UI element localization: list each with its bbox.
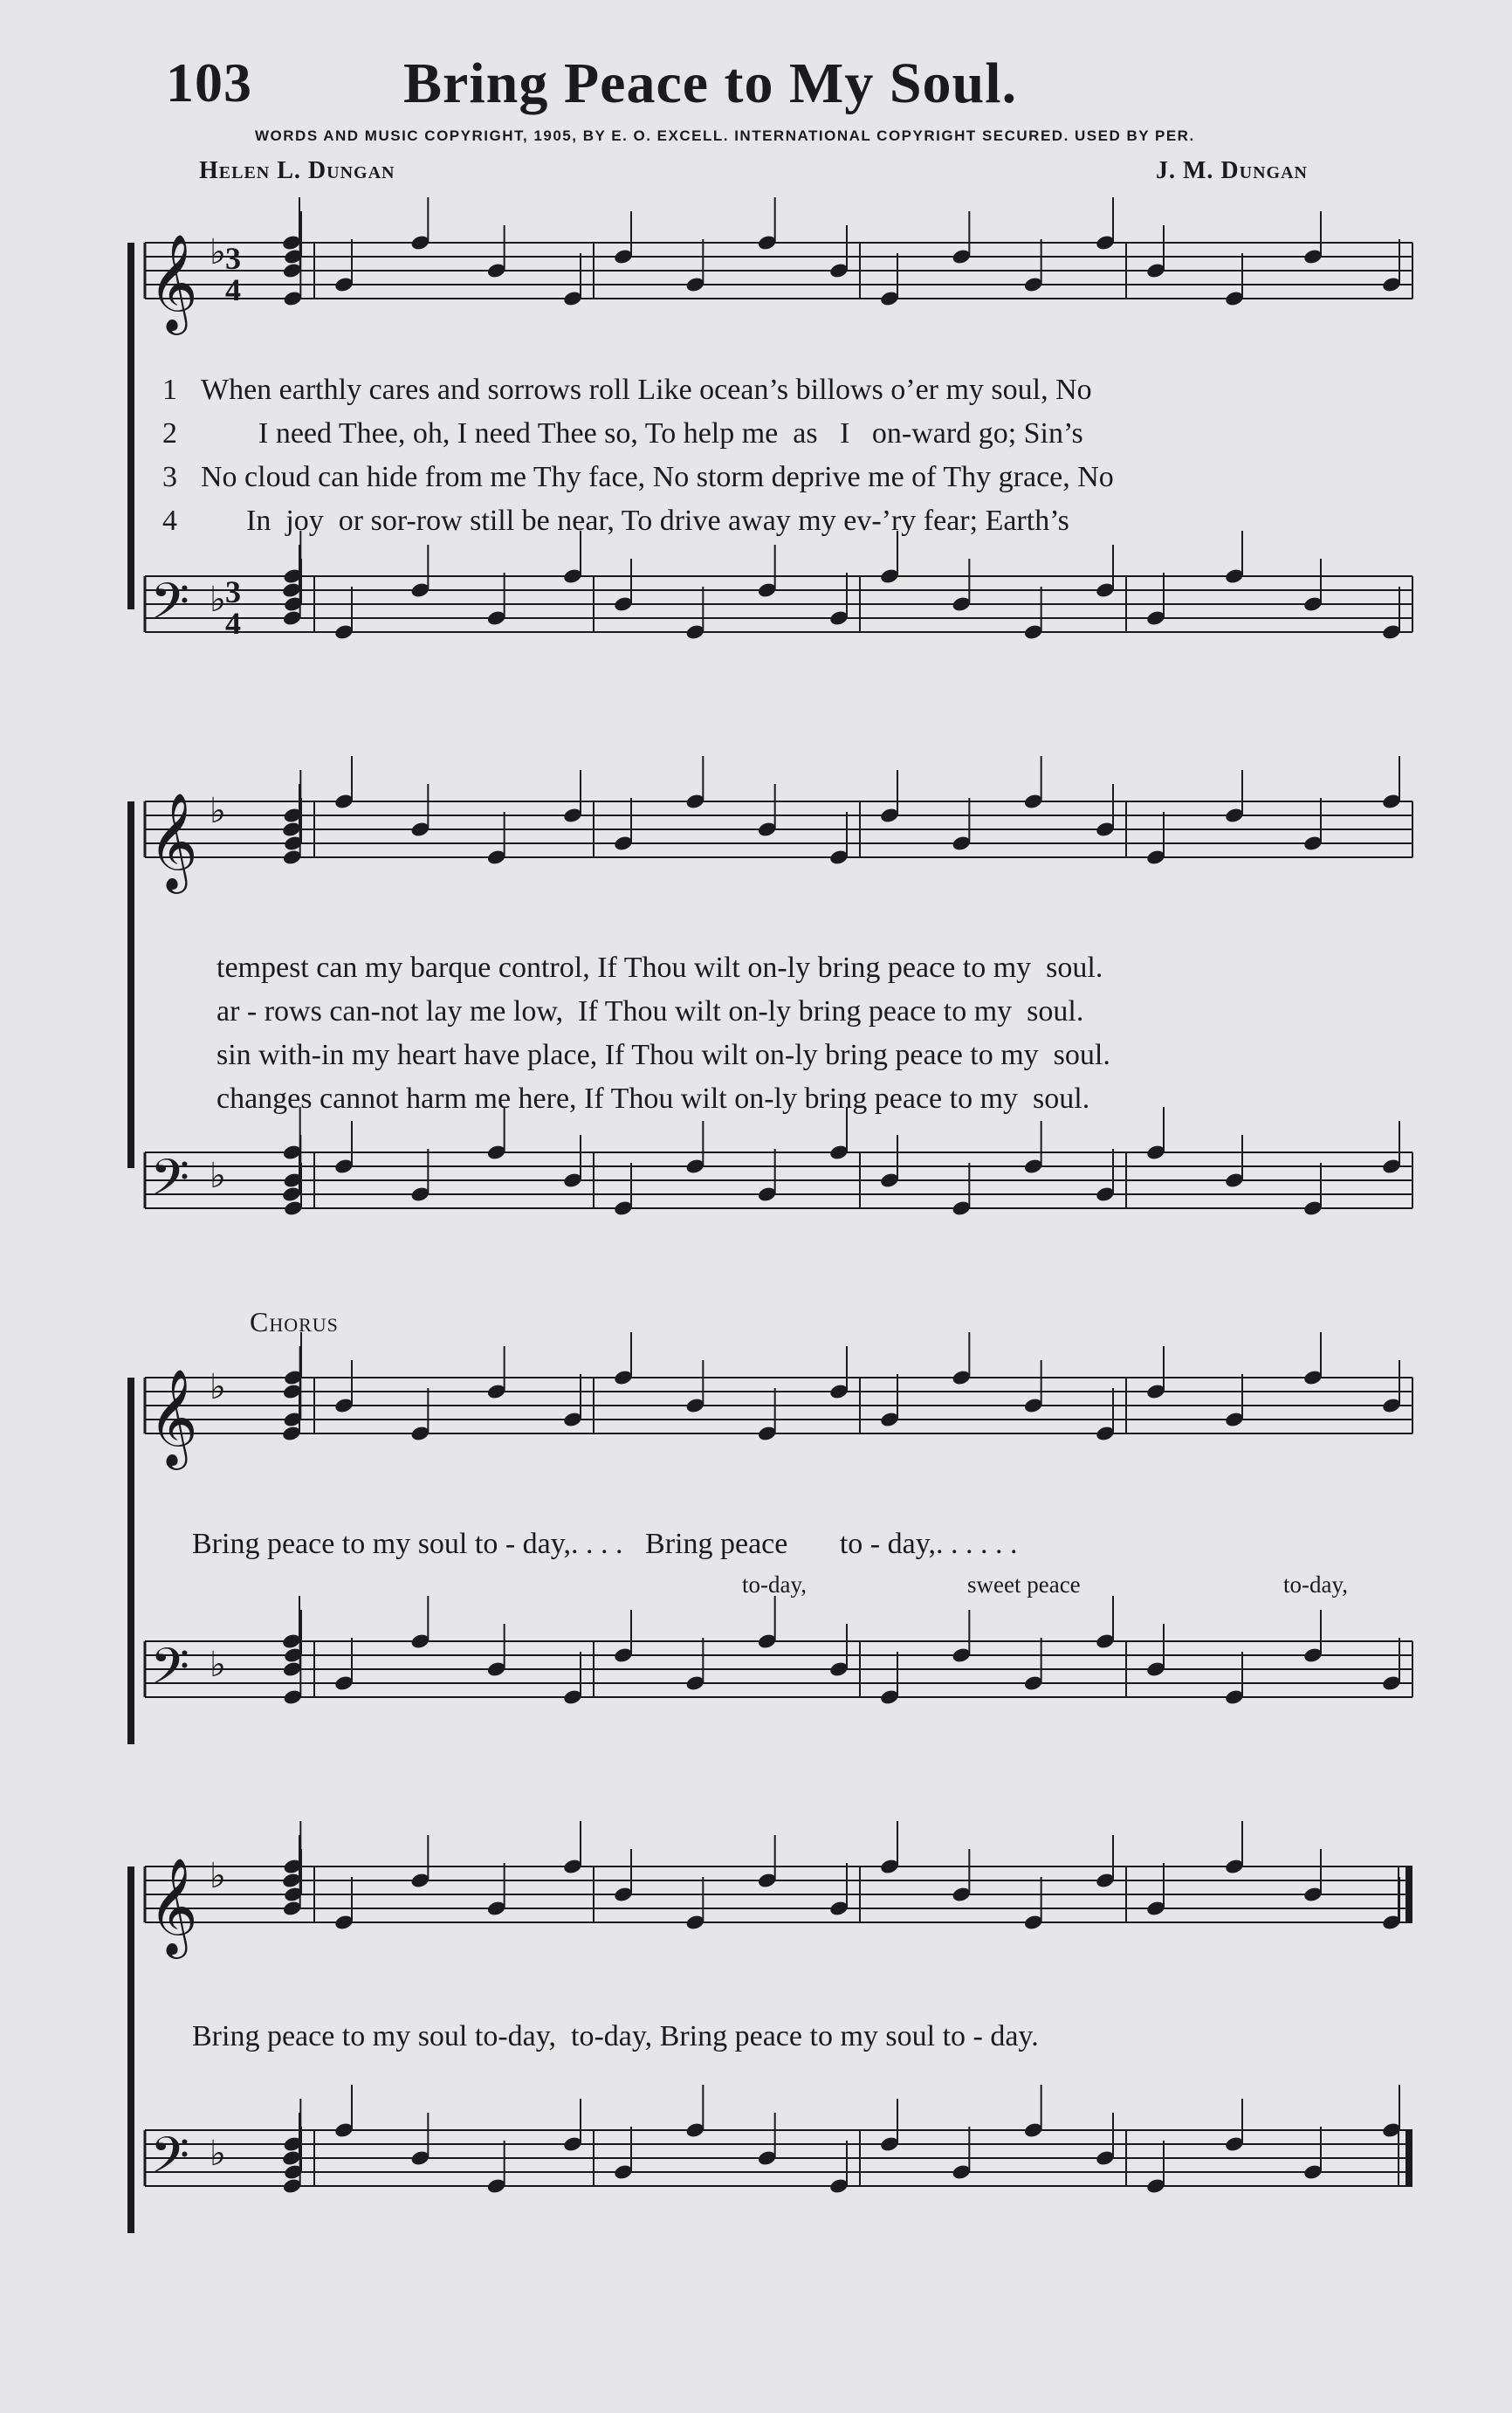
system-2-bass-staff	[0, 1135, 1512, 1248]
system-4-treble-staff	[0, 1849, 1512, 1963]
system-1-bass-staff	[0, 559, 1512, 672]
treble-clef-icon: 𝄞	[148, 1368, 198, 1466]
bass-clef-icon: 𝄢	[150, 1637, 190, 1708]
verse-2-line-2: ar - rows can-not lay me low, If Thou wilt on-ly bring peace to my soul.	[216, 995, 1084, 1028]
music-credit: J. M. Dungan	[1156, 157, 1308, 184]
time-signature: 4	[225, 272, 241, 307]
system-bracket	[127, 243, 134, 609]
chorus-line-1: Bring peace to my soul to - day,. . . . Bring peace to - day,. . . . . .	[192, 1528, 1018, 1560]
flat-icon: ♭	[210, 1645, 226, 1684]
chorus-alt-lyric: to-day,	[742, 1571, 807, 1598]
chorus-line-2: Bring peace to my soul to-day, to-day, Bring peace to my soul to - day.	[192, 2020, 1039, 2052]
time-signature: 3	[225, 574, 241, 609]
verse-2-line-1: I need Thee, oh, I need Thee so, To help me as I on-ward go; Sin’s	[258, 417, 1083, 450]
chorus-label: Chorus	[250, 1306, 339, 1337]
bass-clef-icon: 𝄢	[150, 1148, 190, 1220]
chorus-alt-lyric: sweet peace	[967, 1571, 1081, 1598]
system-bracket	[127, 801, 134, 1168]
bass-clef-icon: 𝄢	[150, 572, 190, 643]
verse-3-line-1: No cloud can hide from me Thy face, No storm deprive me of Thy grace, No	[201, 461, 1114, 493]
final-barline	[1405, 1866, 1412, 1922]
verse-4-line-2: changes cannot harm me here, If Thou wilt on-ly bring peace to my soul.	[216, 1083, 1090, 1115]
copyright-notice: WORDS AND MUSIC COPYRIGHT, 1905, BY E. O. EXCELL. INTERNATIONAL COPYRIGHT SECURED. USED BY PER.	[255, 127, 1195, 144]
system-3-treble-staff	[0, 1360, 1512, 1474]
flat-icon: ♭	[210, 791, 226, 830]
verse-4-line-1: In joy or sor-row still be near, To drive away my ev-’ry fear; Earth’s	[246, 505, 1069, 537]
bass-clef-icon: 𝄢	[150, 2126, 190, 2197]
verse-number: 1	[162, 374, 177, 406]
chorus-alt-lyric: to-day,	[1283, 1571, 1348, 1598]
flat-icon: ♭	[210, 2134, 226, 2173]
flat-icon: ♭	[210, 232, 226, 272]
hymn-title: Bring Peace to My Soul.	[403, 52, 1018, 115]
treble-clef-icon: 𝄞	[148, 233, 198, 331]
system-3-bass-staff	[0, 1624, 1512, 1737]
system-2-treble-staff	[0, 784, 1512, 897]
words-credit: Helen L. Dungan	[199, 157, 395, 184]
flat-icon: ♭	[210, 580, 226, 619]
treble-clef-icon: 𝄞	[148, 792, 198, 890]
system-1-treble-staff	[0, 225, 1512, 339]
time-signature: 4	[225, 606, 241, 641]
verse-1-line-2: tempest can my barque control, If Thou wilt on-ly bring peace to my soul.	[216, 952, 1103, 984]
flat-icon: ♭	[210, 1156, 226, 1195]
verse-number: 4	[162, 505, 177, 537]
verse-3-line-2: sin with-in my heart have place, If Thou wilt on-ly bring peace to my soul.	[216, 1039, 1110, 1071]
hymn-number: 103	[166, 52, 252, 113]
final-barline	[1405, 2130, 1412, 2186]
verse-1-line-1: When earthly cares and sorrows roll Like ocean’s billows o’er my soul, No	[201, 374, 1092, 406]
flat-icon: ♭	[210, 1367, 226, 1406]
verse-number: 2	[162, 417, 177, 450]
system-4-bass-staff	[0, 2113, 1512, 2226]
flat-icon: ♭	[210, 1856, 226, 1895]
time-signature: 3	[225, 241, 241, 276]
verse-number: 3	[162, 461, 177, 493]
treble-clef-icon: 𝄞	[148, 1857, 198, 1955]
